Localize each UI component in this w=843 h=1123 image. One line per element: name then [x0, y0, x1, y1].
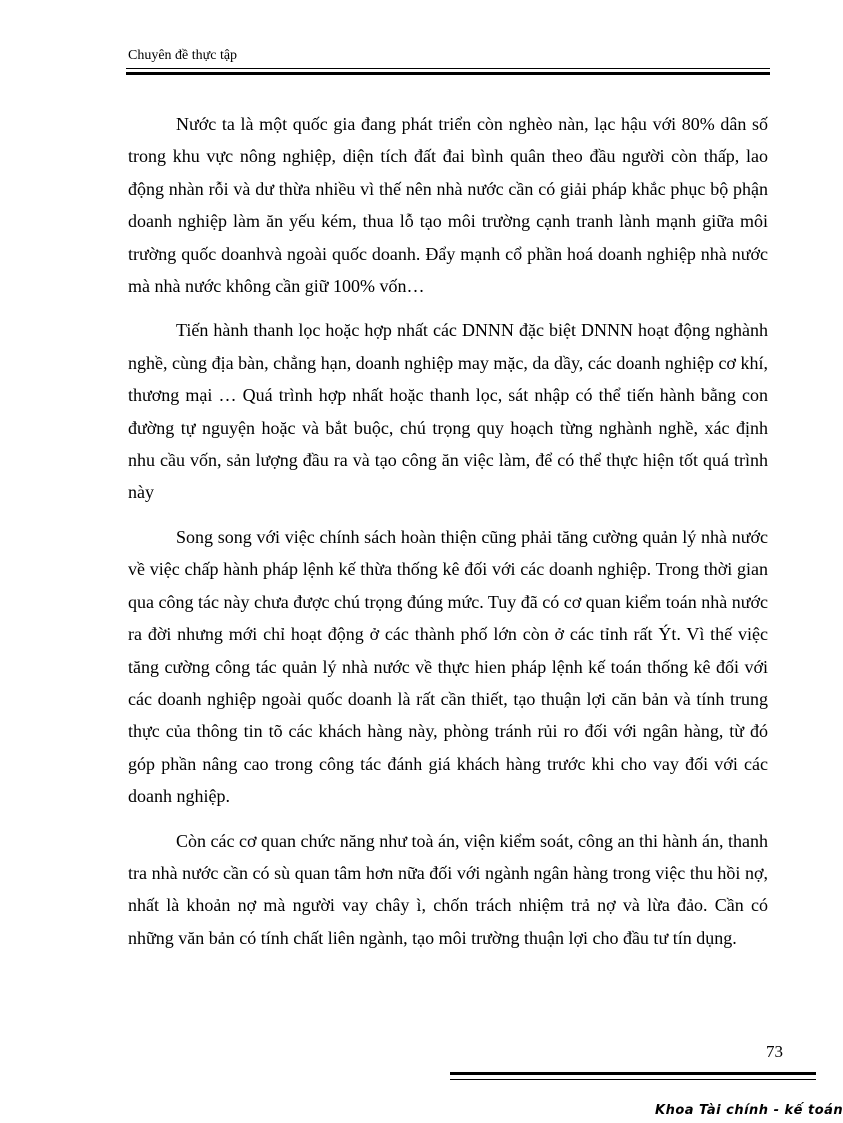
footer-rule-thick	[450, 1072, 816, 1075]
header-rule-thin	[126, 68, 770, 69]
body-text	[128, 108, 768, 966]
footer-rule-thin	[450, 1079, 816, 1080]
header-rule-thick	[126, 72, 770, 75]
paragraph: Nước ta là một quốc gia đang phát triển còn nghèo nàn, lạc hậu với 80% dân số trong khu vực nông nghiệp, diện tích đất đai bình quân theo đầu người còn thấp, lao động nhàn rỗi và dư thừa nhiều vì thế nên nhà nước cần có giải pháp khắc phục bộ phận doanh nghiệp làm ăn yếu kém, thua lỗ tạo môi trường cạnh tranh lành mạnh giữa môi trường quốc doanhvà ngoài quốc doanh. Đẩy mạnh cổ phần hoá doanh nghiệp nhà nước mà nhà nước không cần giữ 100% vốn…	[128, 114, 768, 297]
footer-department: Khoa Tài chính - kế toán	[655, 1103, 843, 1118]
paragraph: Tiến hành thanh lọc hoặc hợp nhất các DNNN đặc biệt DNNN hoạt động nghành nghề, cùng địa bàn, chẳng hạn, doanh nghiệp may mặc, da dầy, các doanh nghiệp cơ khí, thương mại … Quá trình hợp nhất hoặc thanh lọc, sát nhập có thể tiến hành bằng con đường tự nguyện hoặc và bắt buộc, chú trọng quy hoạch từng nghành nghề, xác định nhu cầu vốn, sản lượng đầu ra và tạo công ăn việc làm, để có thể thực hiện tốt quá trình này	[128, 320, 768, 503]
paragraph: Song song với việc chính sách hoàn thiện cũng phải tăng cường quản lý nhà nước về việc chấp hành pháp lệnh kế thừa thống kê đối với các doanh nghiệp. Trong thời gian qua công tác này chưa được chú trọng đúng mức. Tuy đã có cơ quan kiểm toán nhà nước ra đời nhưng mới chỉ hoạt động ở các thành phố lớn còn ở các tỉnh rất Ýt. Vì thế việc tăng cường công tác quản lý nhà nước về thực hien pháp lệnh kế toán thống kê đối với các doanh nghiệp ngoài quốc doanh là rất cần thiết, tạo thuận lợi căn bản và tính trung thực của thông tin tõ các khách hàng này, phòng tránh rủi ro đối với ngân hàng, từ đó góp phần nâng cao trong công tác đánh giá khách hàng trước khi cho vay đối với các doanh nghiệp.	[128, 526, 768, 807]
paragraph: Còn các cơ quan chức năng như toà án, viện kiểm soát, công an thi hành án, thanh tra nhà nước cần có sù quan tâm hơn nữa đối với ngành ngân hàng trong việc thu hồi nợ, nhất là khoản nợ mà người vay chây ì, chốn trách nhiệm trả nợ và lừa đảo. Cần có những văn bản có tính chất liên ngành, tạo môi trường thuận lợi cho đầu tư tín dụng.	[128, 830, 768, 948]
header-title: Chuyên đề thực tập	[128, 48, 238, 63]
page-number: 73	[766, 1042, 783, 1061]
